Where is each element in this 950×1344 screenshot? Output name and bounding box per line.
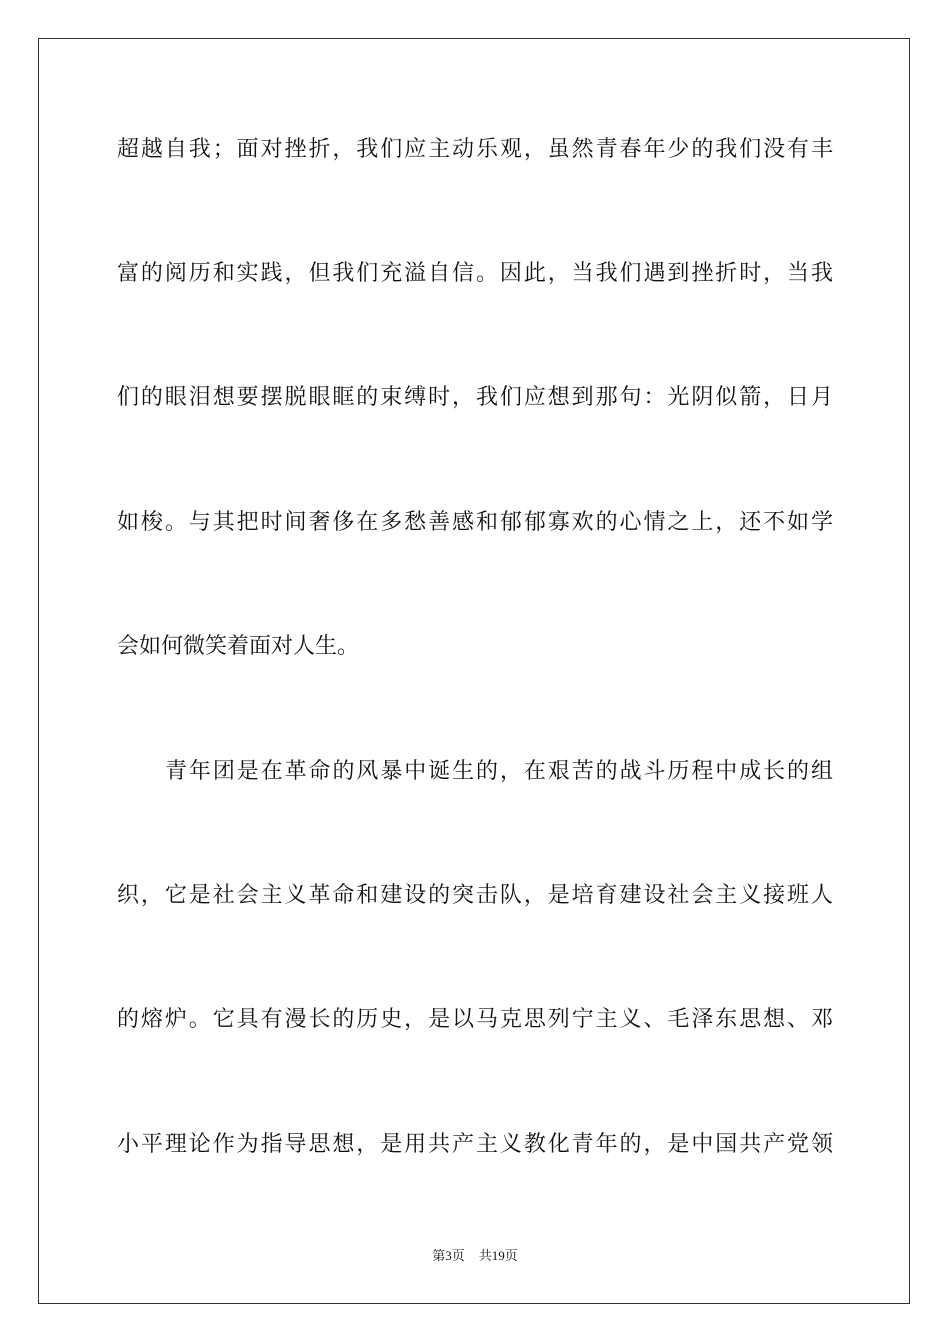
page-number: 第3页 <box>432 1248 465 1263</box>
total-pages: 共19页 <box>478 1248 518 1263</box>
paragraph-2-line-3: 的熔炉。它具有漫长的历史，是以马克思列宁主义、毛泽东思想、邓 <box>117 1007 833 1032</box>
body-line-3: 们的眼泪想要摆脱眼眶的束缚时，我们应想到那句：光阴似箭，日月 <box>117 385 833 410</box>
page-footer <box>0 1247 950 1265</box>
page-border <box>38 38 910 1304</box>
body-line-2: 富的阅历和实践，但我们充溢自信。因此，当我们遇到挫折时，当我 <box>117 261 833 286</box>
paragraph-2-line-2: 织，它是社会主义革命和建设的突击队，是培育建设社会主义接班人 <box>117 883 833 908</box>
body-line-1: 超越自我；面对挫折，我们应主动乐观，虽然青春年少的我们没有丰 <box>117 137 833 162</box>
body-line-4: 如梭。与其把时间奢侈在多愁善感和郁郁寡欢的心情之上，还不如学 <box>117 510 833 535</box>
paragraph-2-line-1: 青年团是在革命的风暴中诞生的，在艰苦的战斗历程中成长的组 <box>165 759 833 784</box>
paragraph-2-line-4: 小平理论作为指导思想，是用共产主义教化青年的，是中国共产党领 <box>117 1132 833 1157</box>
body-line-5: 会如何微笑着面对人生。 <box>117 634 360 659</box>
